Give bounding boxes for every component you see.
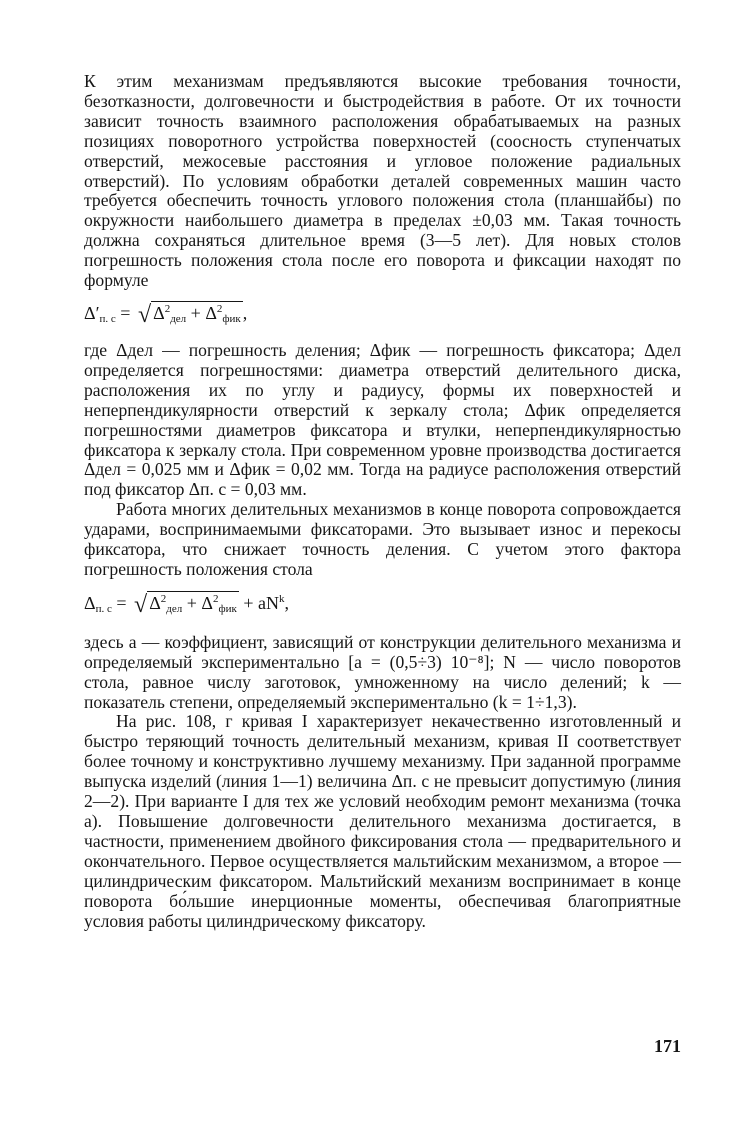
formula-error-with-wear bbox=[84, 587, 681, 621]
formula-2-extra: + $aN^k$ bbox=[238, 592, 285, 613]
page-text bbox=[84, 72, 681, 931]
paragraph-4: здесь a — коэффициент, зависящий от конструкции делительного механизма и определяемый экспериментально [a = (0,5÷3) 10⁻⁸]; N — число поворотов стола, равное числу заготовок, умноженному на число делений; k — показатель степени, определяемый экспериментально (k = 1÷1,3). bbox=[84, 631, 681, 712]
paragraph-5: На рис. 108, г кривая I характеризует некачественно изготовленный и быстро теряющий точность делительный механизм, кривая II соответствует более точному и конструктивно лучшему механизму. При заданной программе выпуска изделий (линия 1—1) величина Δп. с не превысит допустимую (линия 2—2). При варианте I для тех же условий необходим ремонт механизма (точка а). Повышение долговечности делительного механизма достигается, в частности, применением двойного фиксирования стола — предварительного и окончательного. Первое осуществляется мальтийским механизмом, а второе — цилиндрическим фиксатором. Мальтийский механизм воспринимает в конце поворота бо́льшие инерционные моменты, обеспечивая благоприятные условия работы цилиндрическому фиксатору. bbox=[84, 711, 681, 931]
paragraph-3: Работа многих делительных механизмов в конце поворота сопровождается ударами, воспринимаемыми фиксаторами. Это вызывает износ и перекосы фиксатора, что снижает точность деления. С учетом этого фактора погрешность положения стола bbox=[84, 499, 681, 579]
sqrt-icon: √ bbox=[137, 301, 152, 328]
formula-2-lhs: $\Delta_{п. с}$ bbox=[84, 592, 112, 615]
formula-1-tail: , bbox=[242, 302, 248, 323]
page-number: 171 bbox=[654, 1036, 681, 1056]
paragraph-2: где Δдел — погрешность деления; Δфик — погрешность фиксатора; Δдел определяется погрешностями: диаметра отверстий делительного диска, расположения их по углу и радиусу, формы их поверхностей и неперпендикулярности отверстий к зеркалу стола; Δфик определяется погрешностями диаметров фиксатора и втулки, неперпендикулярностью фиксатора к зеркалу стола. При современном уровне производства достигается Δдел = 0,025 мм и Δфик = 0,02 мм. Тогда на радиусе расположения отверстий под фиксатор Δп. с = 0,03 мм. bbox=[84, 339, 681, 500]
formula-2-eq: = bbox=[111, 592, 132, 613]
formula-error-new-table bbox=[84, 297, 681, 331]
formula-2-tail: , bbox=[284, 592, 289, 613]
paragraph-1: К этим механизмам предъявляются высокие требования точности, безотказности, долговечности и быстродействия в работе. От их точности зависит точность взаимного расположения обрабатываемых на разных позициях поворотного устройства поверхностей (соосность ступенчатых отверстий, межосевые расстояния и угловое положение радиальных отверстий). По условиям обработки деталей современных машин часто требуется обеспечить точность углового положения стола (планшайбы) по окружности наибольшего диаметра в пределах ±0,03 мм. Такая точность должна сохраняться длительное время (3—5 лет). Для новых столов погрешность положения стола после его поворота и фиксации находят по формуле bbox=[84, 71, 681, 291]
formula-2-radicand: $\Delta^2_{дел} + \Delta^2_{фик}$ bbox=[149, 592, 237, 615]
sqrt-icon: √ bbox=[134, 591, 148, 618]
formula-1-eq: = bbox=[115, 302, 135, 323]
formula-1-lhs: $\Delta'_{п. с}$ bbox=[84, 302, 116, 325]
formula-1-radicand: $\Delta^2_{дел} + \Delta^2_{фик}$ bbox=[153, 302, 241, 325]
